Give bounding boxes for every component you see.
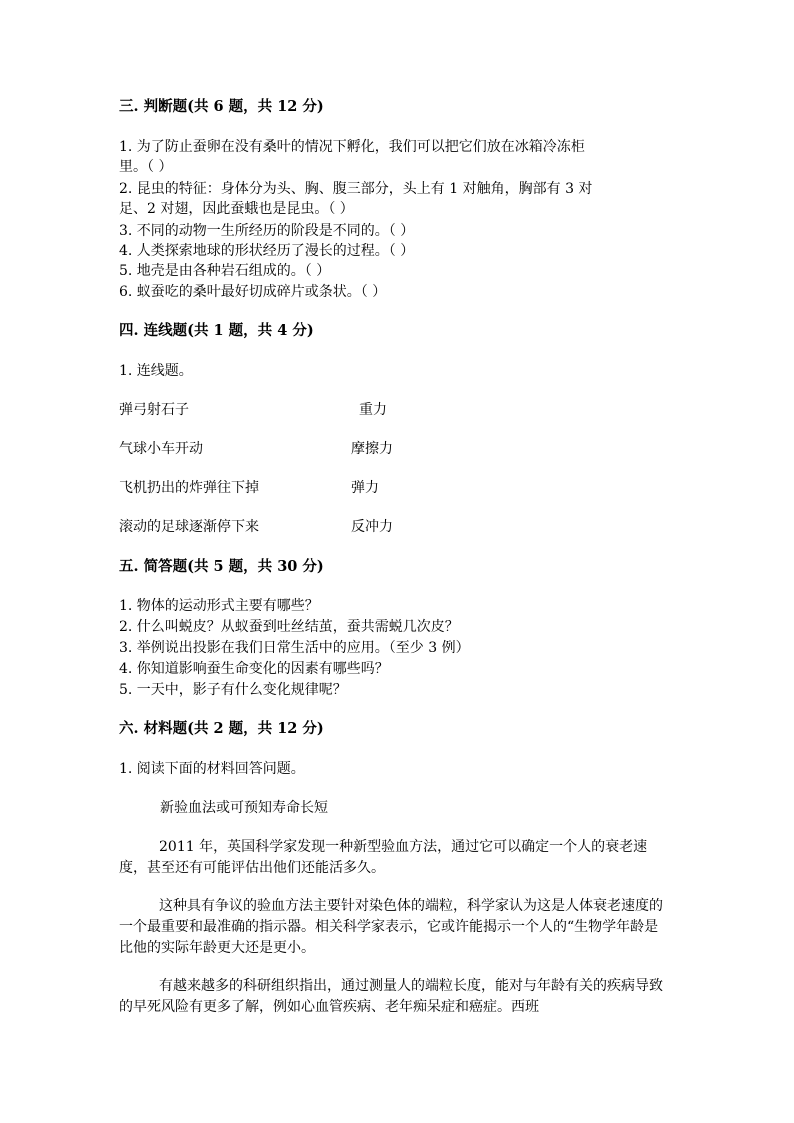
material-question: 1. 阅读下面的材料回答问题。 <box>119 761 305 777</box>
judge-item-2-line-2: 足、2 对翅，因此蚕蛾也是昆虫。（ ） <box>119 201 354 217</box>
judge-item-4: 4. 人类探索地球的形状经历了漫长的过程。（ ） <box>119 243 415 259</box>
short-answer-5: 5. 一天中，影子有什么变化规律呢？ <box>119 682 347 698</box>
article-paragraph-3: 有越来越多的科研组织指出，通过测量人的端粒长度，能对与年龄有关的疾病导致的早死风险有更多了解，例如心血管疾病、老年痴呆症和癌症。西班 <box>119 978 663 1015</box>
short-answer-4: 4. 你知道影响蚕生命变化的因素有哪些吗？ <box>119 661 389 677</box>
section-5-heading: 五. 简答题(共 5 题，共 30 分) <box>119 558 324 575</box>
judge-item-5: 5. 地壳是由各种岩石组成的。（ ） <box>119 263 331 279</box>
matching-left-3: 飞机扔出的炸弹往下掉 <box>119 480 259 496</box>
short-answer-2: 2. 什么叫蜕皮？从蚁蚕到吐丝结茧，蚕共需蜕几次皮？ <box>119 619 459 635</box>
section-4-heading: 四. 连线题(共 1 题，共 4 分) <box>119 322 314 339</box>
judge-item-1-line-2: 里。（ ） <box>119 159 173 175</box>
judge-item-6: 6. 蚁蚕吃的桑叶最好切成碎片或条状。（ ） <box>119 284 387 300</box>
matching-left-2: 气球小车开动 <box>119 441 203 457</box>
judge-item-1-line-1: 1. 为了防止蚕卵在没有桑叶的情况下孵化，我们可以把它们放在冰箱冷冻柜 <box>119 139 585 155</box>
matching-left-1: 弹弓射石子 <box>119 402 189 418</box>
matching-left-4: 滚动的足球逐渐停下来 <box>119 519 259 535</box>
matching-right-2: 摩擦力 <box>351 441 393 457</box>
judge-item-3: 3. 不同的动物一生所经历的阶段是不同的。（ ） <box>119 223 415 239</box>
section-6-heading: 六. 材料题(共 2 题，共 12 分) <box>119 720 324 737</box>
matching-right-3: 弹力 <box>351 480 379 496</box>
article-title: 新验血法或可预知寿命长短 <box>160 800 328 816</box>
judge-item-2-line-1: 2. 昆虫的特征：身体分为头、胸、腹三部分，头上有 1 对触角，胸部有 3 对 <box>119 181 593 197</box>
short-answer-3: 3. 举例说出投影在我们日常生活中的应用。（至少 3 例） <box>119 640 470 656</box>
article-paragraph-1: 2011 年，英国科学家发现一种新型验血方法，通过它可以确定一个人的衰老速度，甚至还有可能评估出他们还能活多久。 <box>119 839 648 876</box>
short-answer-1: 1. 物体的运动形式主要有哪些？ <box>119 598 319 614</box>
article-paragraph-2: 这种具有争议的验血方法主要针对染色体的端粒，科学家认为这是人体衰老速度的一个最重要和最准确的指示器。相关科学家表示，它或许能揭示一个人的“生物学年龄是比他的实际年龄更大还是更小。 <box>119 898 663 956</box>
section-3-heading: 三. 判断题(共 6 题，共 12 分) <box>119 98 324 115</box>
matching-right-4: 反冲力 <box>351 519 393 535</box>
matching-right-1: 重力 <box>359 402 387 418</box>
matching-question: 1. 连线题。 <box>119 363 193 379</box>
